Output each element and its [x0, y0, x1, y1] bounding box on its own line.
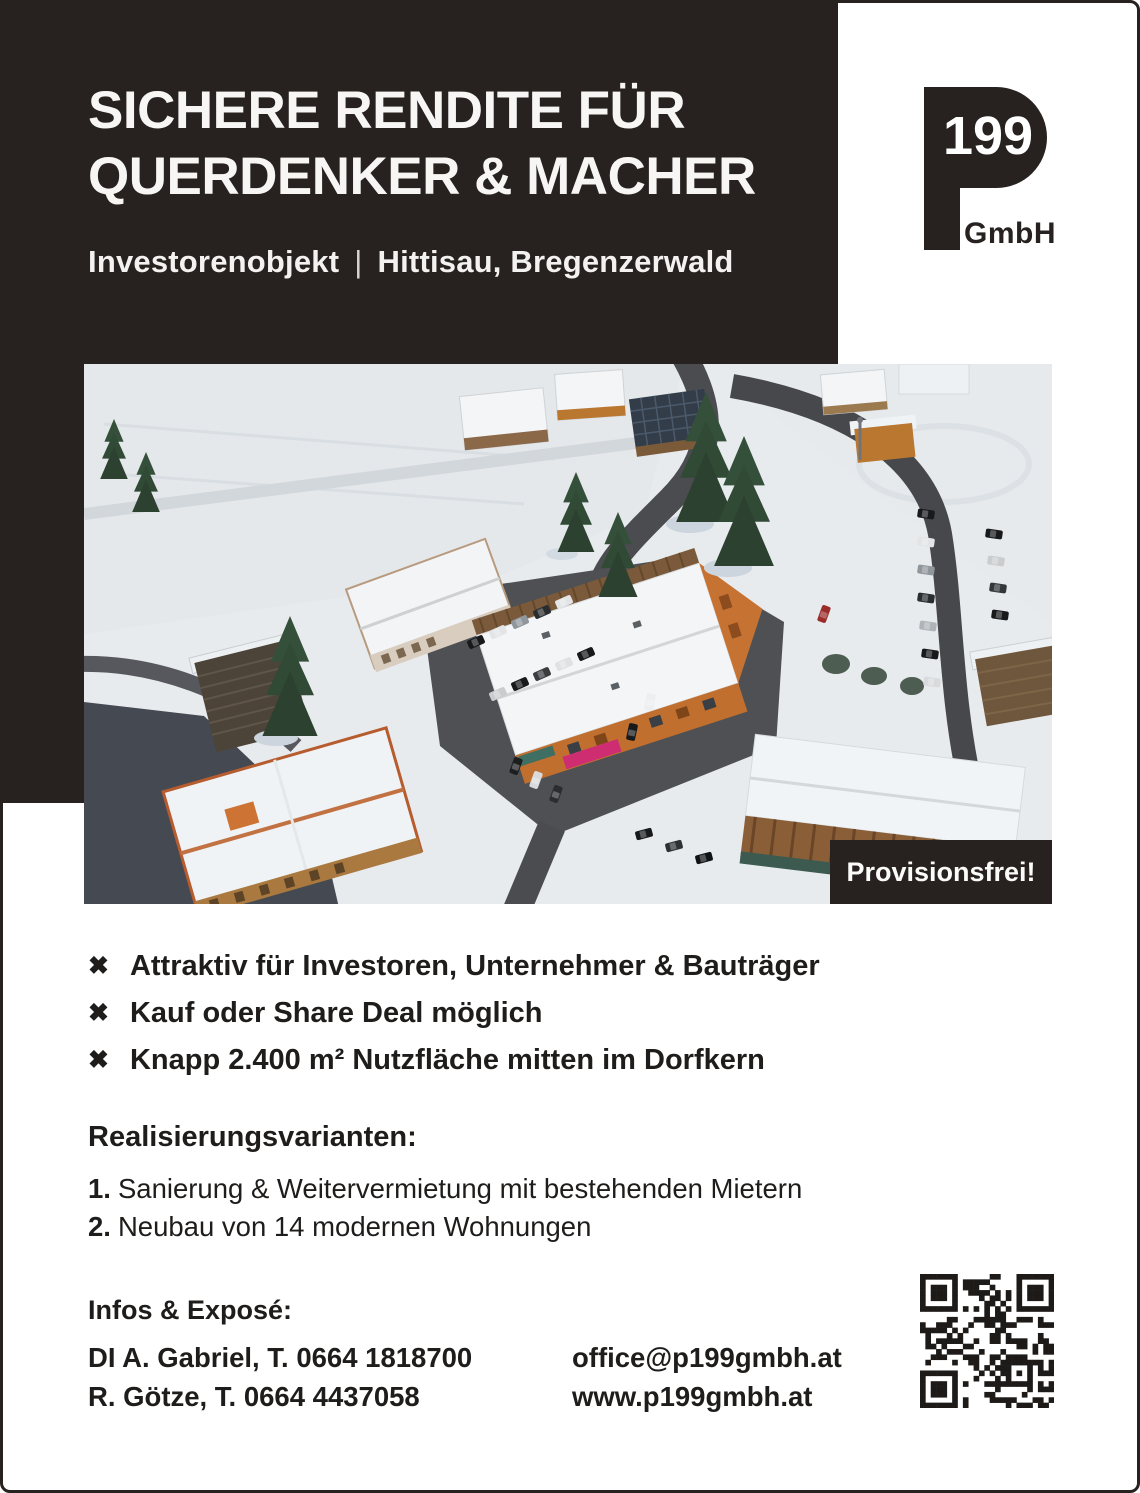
- contact-person: R. Götze, T. 0664 4437058: [88, 1381, 420, 1412]
- variant-number: 2.: [88, 1211, 111, 1242]
- feature-item: [88, 950, 820, 997]
- variant-item: [88, 1170, 802, 1208]
- title-line-1: SICHERE RENDITE FÜR: [88, 81, 686, 140]
- x-bullet-icon: ✖: [88, 952, 109, 980]
- provisionsfrei-badge: Provisionsfrei!: [830, 840, 1052, 904]
- aerial-photo: [84, 364, 1052, 904]
- variants-heading: Realisierungsvarianten:: [88, 1121, 417, 1153]
- features-list: [88, 950, 820, 1091]
- contact-heading: Infos & Exposé:: [88, 1295, 293, 1325]
- aerial-photo-illustration: [84, 364, 1052, 904]
- feature-item: [88, 997, 820, 1044]
- variant-text: Sanierung & Weitervermietung mit bestehenden Mietern: [117, 1173, 803, 1204]
- contact-online: [572, 1338, 842, 1416]
- logo-suffix: GmbH: [964, 217, 1056, 250]
- variant-item: [88, 1208, 802, 1246]
- variants-list: [88, 1170, 802, 1246]
- feature-text: Attraktiv für Investoren, Unternehmer & Bauträger: [129, 950, 820, 982]
- x-bullet-icon: ✖: [88, 999, 109, 1027]
- contact-email: office@p199gmbh.at: [572, 1342, 842, 1373]
- contact-person: DI A. Gabriel, T. 0664 1818700: [88, 1342, 473, 1373]
- page-title: [88, 78, 756, 210]
- variant-text: Neubau von 14 modernen Wohnungen: [117, 1211, 592, 1242]
- x-bullet-icon: ✖: [88, 1046, 109, 1074]
- feature-item: [88, 1044, 820, 1091]
- subtitle: [88, 244, 734, 280]
- contact-persons: [88, 1338, 472, 1416]
- qr-code: [920, 1274, 1054, 1408]
- logo-number: 199: [942, 106, 1034, 166]
- title-line-2: QUERDENKER & MACHER: [88, 147, 756, 206]
- feature-text: Knapp 2.400 m² Nutzfläche mitten im Dorfkern: [129, 1044, 765, 1076]
- p199-logo: [920, 85, 1070, 255]
- subtitle-separator: |: [354, 244, 363, 279]
- object-type-label: Investorenobjekt: [88, 244, 340, 279]
- feature-text: Kauf oder Share Deal möglich: [129, 997, 543, 1029]
- contact-website: www.p199gmbh.at: [572, 1381, 813, 1412]
- location-label: Hittisau, Bregenzerwald: [377, 244, 734, 279]
- variant-number: 1.: [88, 1173, 111, 1204]
